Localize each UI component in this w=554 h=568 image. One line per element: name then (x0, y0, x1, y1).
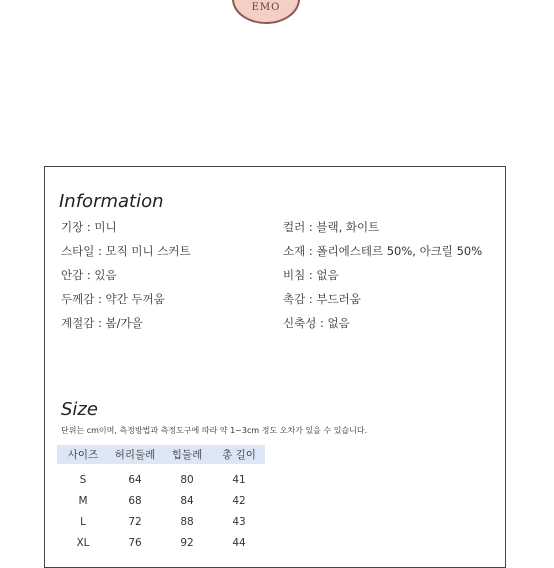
length-cell: 44 (232, 536, 246, 549)
hip-cell: 80 (180, 473, 194, 486)
size-cell: S (79, 473, 87, 486)
info-stretch: 신축성 : 없음 (283, 316, 350, 330)
size-cell: M (78, 494, 88, 507)
size-table (57, 445, 265, 553)
length-cell: 42 (232, 494, 246, 507)
size-title: Size (61, 399, 98, 420)
info-texture: 촉감 : 부드러움 (283, 292, 361, 306)
size-table-header-row (57, 445, 265, 464)
table-row (57, 464, 265, 490)
info-material: 소재 : 폴리에스테르 50%, 아크릴 50% (283, 244, 483, 258)
size-cell: XL (76, 536, 90, 549)
hip-cell: 88 (180, 515, 194, 528)
length-cell: 41 (232, 473, 246, 486)
size-header-hip: 힙둘레 (161, 445, 213, 464)
waist-cell: 72 (128, 515, 142, 528)
length-cell: 43 (232, 515, 246, 528)
size-header-size: 사이즈 (57, 445, 109, 464)
table-row (57, 511, 265, 532)
hip-cell: 84 (180, 494, 194, 507)
waist-cell: 68 (128, 494, 142, 507)
table-row (57, 532, 265, 553)
brand-logo-text: EMO (251, 2, 281, 13)
product-info-card (44, 166, 506, 568)
waist-cell: 76 (128, 536, 142, 549)
waist-cell: 64 (128, 473, 142, 486)
table-row (57, 490, 265, 511)
information-title: Information (59, 191, 164, 212)
info-season: 계절감 : 봄/가을 (61, 316, 143, 330)
info-length: 기장 : 미니 (61, 220, 117, 234)
size-header-length: 총 길이 (213, 445, 265, 464)
info-lining: 안감 : 있음 (61, 268, 117, 282)
info-style: 스타일 : 모직 미니 스커트 (61, 244, 191, 258)
size-note: 단위는 cm이며, 측정방법과 측정도구에 따라 약 1~3cm 정도 오차가 있을 수 있습니다. (61, 426, 368, 435)
info-color: 컬러 : 블랙, 화이트 (283, 220, 380, 234)
size-cell: L (80, 515, 86, 528)
hip-cell: 92 (180, 536, 194, 549)
info-thickness: 두께감 : 약간 두꺼움 (61, 292, 165, 306)
info-sheerness: 비침 : 없음 (283, 268, 339, 282)
size-header-waist: 허리둘레 (109, 445, 161, 464)
brand-logo (232, 0, 300, 24)
